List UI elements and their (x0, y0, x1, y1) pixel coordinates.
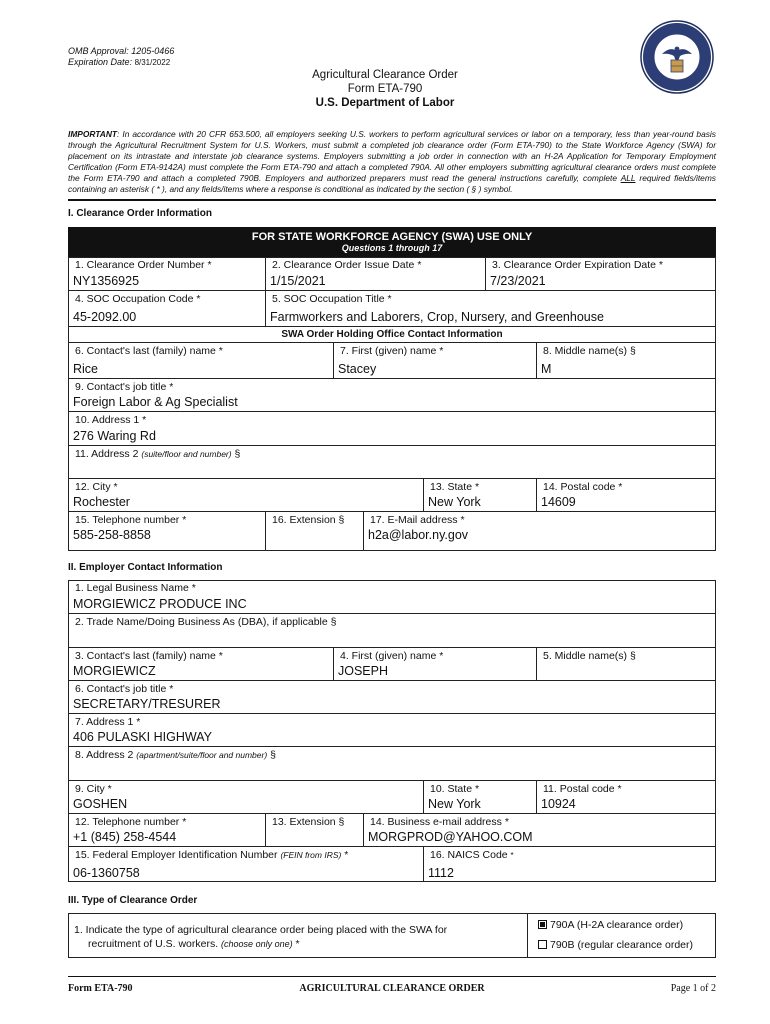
section3-title: III. Type of Clearance Order (68, 895, 198, 906)
email-field[interactable]: 17. E-Mail address * h2a@labor.ny.gov (363, 511, 716, 551)
contact-last-name-field[interactable]: 6. Contact's last (family) name * Rice (68, 342, 333, 378)
footer-form: Form ETA-790 (68, 983, 133, 994)
employer-address1-field[interactable]: 7. Address 1 * 406 PULASKI HIGHWAY (68, 713, 716, 746)
form-title: Agricultural Clearance Order Form ETA-790 U.S. Department of Labor (312, 69, 458, 109)
footer-page: Page 1 of 2 (670, 983, 716, 994)
important-notice: IMPORTANT: In accordance with 20 CFR 653.500, all employers seeking U.S. workers to perform agricultural services or labor on a temporary, less than year-round basis through the Agricultural Recruitment System for U.S. Workers, must submit a completed job clearance order (Form ETA-790) to the State Workforce Agency (SWA) for placement on its intrastate and interstate job clearance systems. Employers submitting a job order in connection with an H-2A Application for Temporary Employment Certification (Form ETA-9142A) must complete the Form ETA-790 and attach a completed 790A. All other employers submitting agricultural clearance orders must complete the Form ETA-790 and attach a completed 790B. Employers and authorized preparers must read the general instructions carefully, complete ALL required fields/items containing an asterisk ( * ), and any fields/items where a response is conditional as indicated by the section ( § ) symbol. (68, 129, 716, 194)
omb-info (68, 46, 174, 68)
contact-middle-name-field[interactable]: 8. Middle name(s) § M (536, 342, 716, 378)
footer-title: AGRICULTURAL CLEARANCE ORDER (299, 983, 485, 994)
issue-date-field[interactable]: 2. Clearance Order Issue Date * 1/15/2021 (265, 257, 485, 290)
telephone-field[interactable]: 15. Telephone number * 585-258-8858 (68, 511, 265, 551)
state-field[interactable]: 13. State * New York (423, 478, 536, 511)
employer-extension-field[interactable]: 13. Extension § (265, 813, 363, 846)
expiration: Expiration Date: 8/31/2022 (68, 57, 171, 67)
clearance-type-options (527, 913, 716, 958)
fein-field[interactable]: 15. Federal Employer Identification Number (FEIN from IRS) * 06-1360758 (68, 846, 423, 882)
divider (68, 199, 716, 201)
contact-job-title-field[interactable]: 9. Contact's job title * Foreign Labor & Ag Specialist (68, 378, 716, 411)
legal-business-name-field[interactable]: 1. Legal Business Name * MORGIEWICZ PRODUCE INC (68, 580, 716, 613)
expiration-date: 8/31/2022 (134, 58, 171, 67)
option-790b[interactable]: 790B (regular clearance order) (538, 939, 693, 951)
expiration-date-field[interactable]: 3. Clearance Order Expiration Date * 7/23/2021 (485, 257, 716, 290)
omb-approval: OMB Approval: 1205-0466 (68, 46, 175, 56)
postal-code-field[interactable]: 14. Postal code * 14609 (536, 478, 716, 511)
footer-divider (68, 976, 716, 977)
employer-contact-first-name-field[interactable]: 4. First (given) name * JOSEPH (333, 647, 536, 680)
swa-use-bar: FOR STATE WORKFORCE AGENCY (SWA) USE ONLY Questions 1 through 17 (68, 227, 716, 257)
employer-address2-field[interactable]: 8. Address 2 (apartment/suite/floor and number) § (68, 746, 716, 780)
clearance-order-number: NY1356925 (73, 274, 140, 288)
checkbox-790b[interactable] (538, 940, 547, 949)
employer-city-field[interactable]: 9. City * GOSHEN (68, 780, 423, 813)
employer-email-field[interactable]: 14. Business e-mail address * MORGPROD@YAHOO.COM (363, 813, 716, 846)
extension-field[interactable]: 16. Extension § (265, 511, 363, 551)
employer-contact-last-name-field[interactable]: 3. Contact's last (family) name * MORGIEWICZ (68, 647, 333, 680)
soc-title-field[interactable]: 5. SOC Occupation Title * Farmworkers and Laborers, Crop, Nursery, and Greenhouse (265, 290, 716, 326)
swa-contact-header: SWA Order Holding Office Contact Information (68, 326, 716, 342)
address2-field[interactable]: 11. Address 2 (suite/floor and number) § (68, 445, 716, 478)
naics-code-field[interactable]: 16. NAICS Code * 1112 (423, 846, 716, 882)
option-790a[interactable]: 790A (H-2A clearance order) (538, 919, 683, 931)
employer-telephone-field[interactable]: 12. Telephone number * +1 (845) 258-4544 (68, 813, 265, 846)
soc-code-field[interactable]: 4. SOC Occupation Code * 45-2092.00 (68, 290, 265, 326)
section1-title: I. Clearance Order Information (68, 208, 212, 219)
employer-contact-job-title-field[interactable]: 6. Contact's job title * SECRETARY/TRESURER (68, 680, 716, 713)
contact-first-name-field[interactable]: 7. First (given) name * Stacey (333, 342, 536, 378)
clearance-order-number-field[interactable]: 1. Clearance Order Number * NY1356925 (68, 257, 265, 290)
checkbox-790a[interactable] (538, 920, 547, 929)
clearance-type-question: 1. Indicate the type of agricultural clearance order being placed with the SWA for recruitment of U.S. workers. (choose only one) * (74, 924, 448, 950)
employer-contact-middle-name-field[interactable]: 5. Middle name(s) § (536, 647, 716, 680)
employer-postal-code-field[interactable]: 11. Postal code * 10924 (536, 780, 716, 813)
section2-title: II. Employer Contact Information (68, 562, 223, 573)
city-field[interactable]: 12. City * Rochester (68, 478, 423, 511)
trade-name-field[interactable]: 2. Trade Name/Doing Business As (DBA), if applicable § (68, 613, 716, 647)
address1-field[interactable]: 10. Address 1 * 276 Waring Rd (68, 411, 716, 445)
employer-state-field[interactable]: 10. State * New York (423, 780, 536, 813)
